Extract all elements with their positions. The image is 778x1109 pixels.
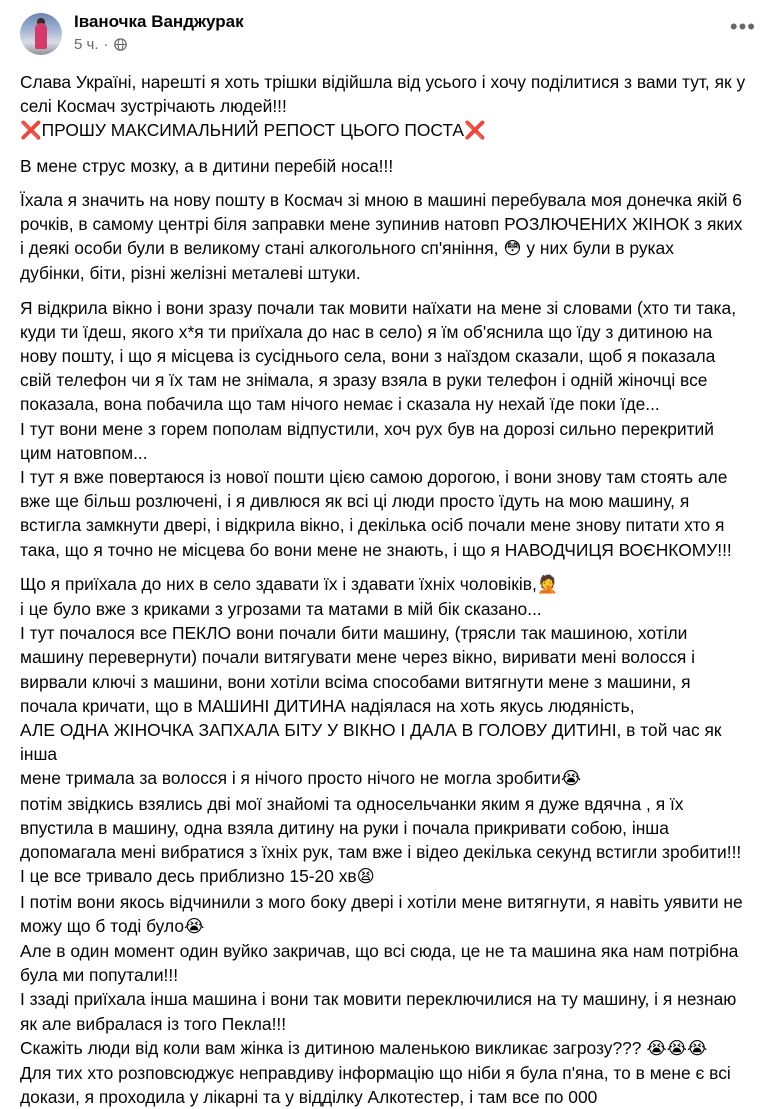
tired-emoji-icon: 😫 xyxy=(356,867,375,888)
post-line: Слава Україні, нарешті я хоть трішки відійшла від усього і хочу поділитися з вами тут, як у xyxy=(20,72,746,92)
post-line: Я відкрила вікно і вони зразу почали так мовити наїхати на мене зі словами (хто ти така, xyxy=(20,297,737,318)
post-line xyxy=(20,236,760,261)
post-line: як але вибралася із того Пекла!!! xyxy=(20,1013,287,1034)
post-header xyxy=(20,12,760,70)
post-line: АЛЕ ОДНА ЖІНОЧКА ЗАПХАЛА БІТУ У ВІКНО І ДАЛА В ГОЛОВУ ДИТИНІ, в той час як інша xyxy=(20,720,722,765)
flushed-emoji-icon: 😳 xyxy=(503,239,522,260)
post-line: нову пошту, і що я місцева із сусіднього села, вони з наїздом сказали, щоб я показала xyxy=(20,346,716,367)
sob-emoji-icon: 😭 xyxy=(184,916,205,937)
author-avatar[interactable] xyxy=(20,13,62,55)
globe-icon[interactable] xyxy=(114,38,127,51)
post-line: Але в один момент один вуйко закричав, що всі сюда, це не та машина яка нам потрібна xyxy=(20,940,739,961)
cross-emoji-icon: ❌ xyxy=(20,121,42,142)
post-subline xyxy=(74,36,244,53)
post-line: рочків, в самому центрі біля заправки мене зупинив натовп РОЗЛЮЧЕНИХ ЖІНОК з яких xyxy=(20,214,743,235)
post-line: докази, я проходила у лікарні та у відділку Алкотестер, і там все по 000 xyxy=(20,1087,598,1108)
post-line: була ми попутали!!! xyxy=(20,965,179,986)
post-line: потім звідкись взялись дві мої знайомі та односельчанки яким я дуже вдячна , я їх xyxy=(20,793,684,814)
line-text: у них були в руках xyxy=(526,238,674,259)
post-line: вже ще більш розлючені, і я дивлюся як всі ці люди просто їдуть на мою машину, я xyxy=(20,491,690,512)
post-body xyxy=(20,70,760,1109)
post-line xyxy=(20,1036,760,1061)
author-name[interactable]: Іваночка Ванджурак xyxy=(74,12,244,31)
line-text: Що я приїхала до них в село здавати їх і здавати їхніх чоловіків, xyxy=(20,573,537,594)
post-line: вирвали ключі з машини, вони хотіли всіма способами витягнути мене з машини, я xyxy=(20,671,691,692)
post-line: І тут я вже повертаюся із нової пошти цією самою дорогою, і вони знову там стоять але xyxy=(20,467,728,488)
sob-emoji-icon: 😭😭😭 xyxy=(646,1038,708,1059)
repost-request-text: ПРОШУ МАКСИМАЛЬНИЙ РЕПОСТ ЦЬОГО ПОСТА xyxy=(41,120,465,141)
post-line: дубінки, біти, різні желізні металеві штуки. xyxy=(20,263,361,284)
post-line: встигла замкнути двері, і відкрила вікно, і декілька осіб почали мене знову питати хто я xyxy=(20,515,725,536)
post-line: почала кричати, що в МАШИНІ ДИТИНА надіялася на хоть якусь людяність, xyxy=(20,695,635,716)
post-line xyxy=(20,766,760,791)
post-line: цим натовпом... xyxy=(20,442,148,463)
post-line: така, що я точно не місцева бо вони мене не знають, і що я НАВОДЧИЦЯ ВОЄНКОМУ!!! xyxy=(20,539,732,560)
post-line: селі Космач зустрічають людей!!! xyxy=(20,96,287,117)
line-text: можу що б тоді було xyxy=(20,915,185,936)
line-text: І це все тривало десь приблизно 15-20 хв xyxy=(20,866,357,887)
post-line: впустила в машину, одна взяла дитину на руки і почала прикривати собою, інша xyxy=(20,817,669,838)
post-line xyxy=(20,572,760,597)
post-time[interactable]: 5 ч. xyxy=(74,36,99,53)
post-line xyxy=(20,914,760,939)
line-text: Скажіть люди від коли вам жінка із дитиною маленькою викликає загрозу??? xyxy=(20,1037,642,1058)
sob-emoji-icon: 😭 xyxy=(560,769,582,790)
post-line: Їхала я значить на нову пошту в Космач зі мною в машині перебувала моя донечка якій 6 xyxy=(20,189,742,210)
more-options-icon[interactable]: ••• xyxy=(729,14,756,39)
post-line: показала, вона побачила що там нічого немає і сказала ну нехай їде поки їде... xyxy=(20,394,660,415)
facepalm-emoji-icon: 🤦 xyxy=(536,574,559,595)
post-line: куди ти їдеш, якого х*я ти приїхала до нас в село) я їм об'яснила що їду з дитиною на xyxy=(20,321,713,342)
post-line xyxy=(20,864,760,889)
post-line: Для тих хто розповсюджує неправдиву інформацію що ніби я була п'яна, то в мене є всі xyxy=(20,1062,731,1083)
post-line: допомагала мені вибратися з їхніх рук, там вже і відео декілька секунд встигли зробити!!! xyxy=(20,842,742,863)
post-line: І тут почалося все ПЕКЛО вони почали бити машину, (трясли так машиною, хотіли xyxy=(20,623,688,644)
line-text: і деякі особи були в великому стані алкогольного сп'яніння, xyxy=(20,238,499,259)
post-meta xyxy=(74,12,244,53)
post-line xyxy=(20,118,760,143)
time-separator: · xyxy=(103,36,109,53)
cross-emoji-icon: ❌ xyxy=(464,121,486,142)
avatar-figure-body xyxy=(35,23,47,49)
post-line: І тут вони мене з горем пополам відпустили, хоч рух був на дорозі сильно перекритий xyxy=(20,418,714,439)
post-line: свій телефон чи я їх там не знімала, я зразу взяла в руки телефон і одній жіночці все xyxy=(20,370,708,391)
post-line: І потім вони якось відчинили з мого боку двері і хотіли мене витягнути, я навіть уявити не xyxy=(20,891,743,912)
post-line: І ззаді приїхала інша машина і вони так мовити переключилися на ту машину, і я незнаю xyxy=(20,989,737,1010)
line-text: мене тримала за волосся і я нічого просто нічого не могла зробити xyxy=(20,768,561,789)
post-line: машину перевернути) почали витягувати мене через вікно, виривати мені волосся і xyxy=(20,647,696,668)
post-line: В мене струс мозку, а в дитини перебій носа!!! xyxy=(20,155,394,176)
post-line: і це було вже з криками з угрозами та матами в мій бік сказано... xyxy=(20,599,542,620)
